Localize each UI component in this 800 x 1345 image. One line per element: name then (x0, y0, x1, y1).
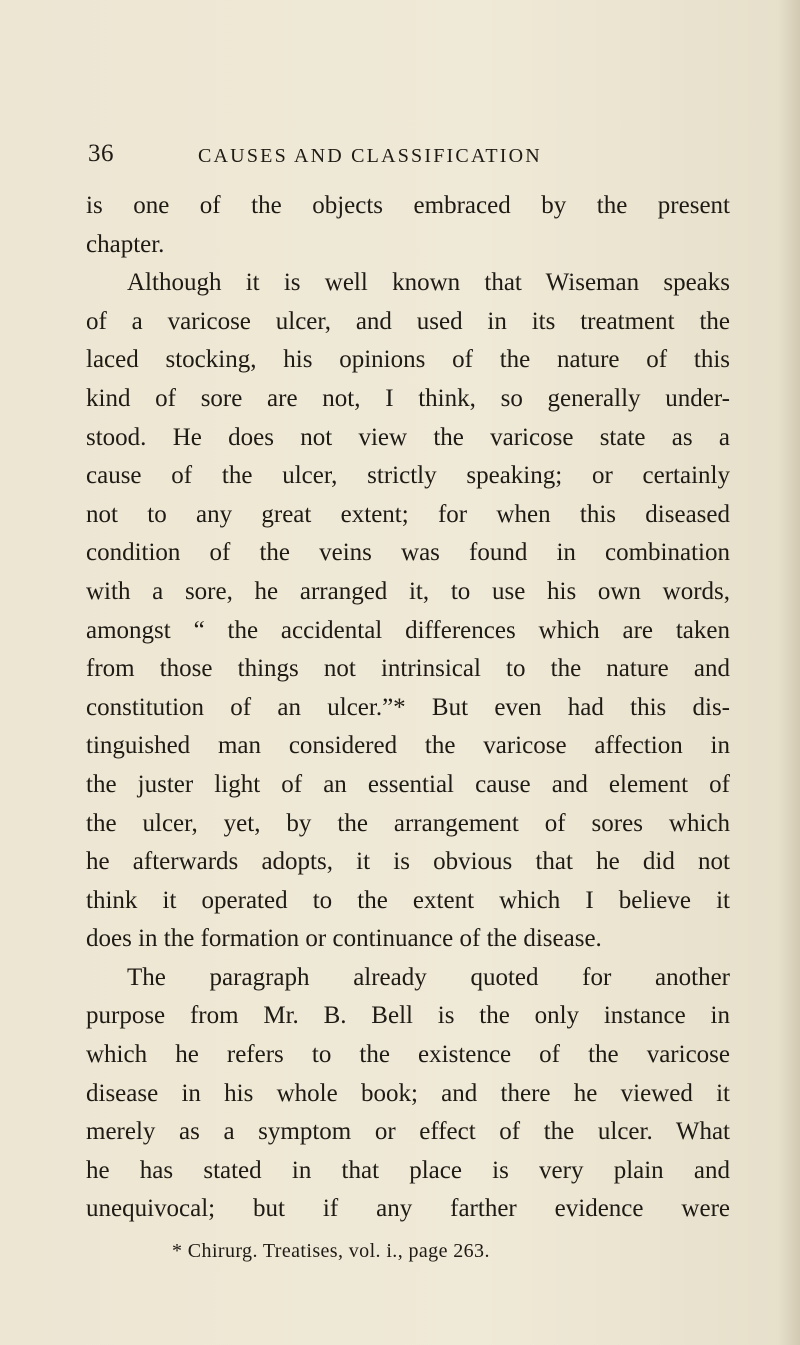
text-line: tinguished man considered the varicose affection in (86, 732, 730, 760)
running-head: CAUSES AND CLASSIFICATION (198, 145, 542, 167)
text-line: unequivocal; but if any farther evidence were (86, 1195, 730, 1223)
text-line: condition of the veins was found in combination (86, 539, 730, 567)
text-line: chapter. (86, 230, 165, 258)
text-line: not to any great extent; for when this diseased (86, 500, 730, 528)
text-line: he has stated in that place is very plain and (86, 1156, 730, 1184)
text-line: with a sore, he arranged it, to use his own words, (86, 577, 730, 605)
text-line: laced stocking, his opinions of the nature of this (86, 346, 730, 374)
text-line: is one of the objects embraced by the present (86, 192, 730, 219)
text-line: cause of the ulcer, strictly speaking; or certainly (86, 462, 730, 490)
page-edge-shadow (778, 0, 800, 1345)
page-header (88, 140, 728, 180)
page-number: 36 (88, 140, 114, 167)
text-line: stood. He does not view the varicose state as a (86, 423, 730, 451)
text-line: kind of sore are not, I think, so generally under- (86, 384, 730, 412)
text-line: think it operated to the extent which I believe it (86, 886, 730, 914)
text-line: amongst “ the accidental differences which are taken (86, 616, 730, 644)
text-line: the ulcer, yet, by the arrangement of sores which (86, 809, 730, 837)
text-line: does in the formation or continuance of the disease. (86, 925, 602, 953)
text-line: disease in his whole book; and there he viewed it (86, 1079, 730, 1107)
text-line: the juster light of an essential cause and element of (86, 770, 730, 798)
text-line: merely as a symptom or effect of the ulcer. What (86, 1118, 730, 1146)
footnote: * Chirurg. Treatises, vol. i., page 263. (172, 1240, 490, 1262)
text-line: constitution of an ulcer.”* But even had this dis- (86, 693, 730, 721)
text-line: which he refers to the existence of the varicose (86, 1041, 730, 1069)
body-text (86, 187, 730, 1229)
text-line: purpose from Mr. B. Bell is the only instance in (86, 1002, 730, 1030)
text-line: he afterwards adopts, it is obvious that he did not (86, 848, 730, 876)
text-line: The paragraph already quoted for another (127, 963, 730, 991)
text-line: Although it is well known that Wiseman speaks (127, 269, 730, 297)
text-line: from those things not intrinsical to the nature and (86, 655, 730, 683)
text-line: of a varicose ulcer, and used in its treatment the (86, 307, 730, 335)
